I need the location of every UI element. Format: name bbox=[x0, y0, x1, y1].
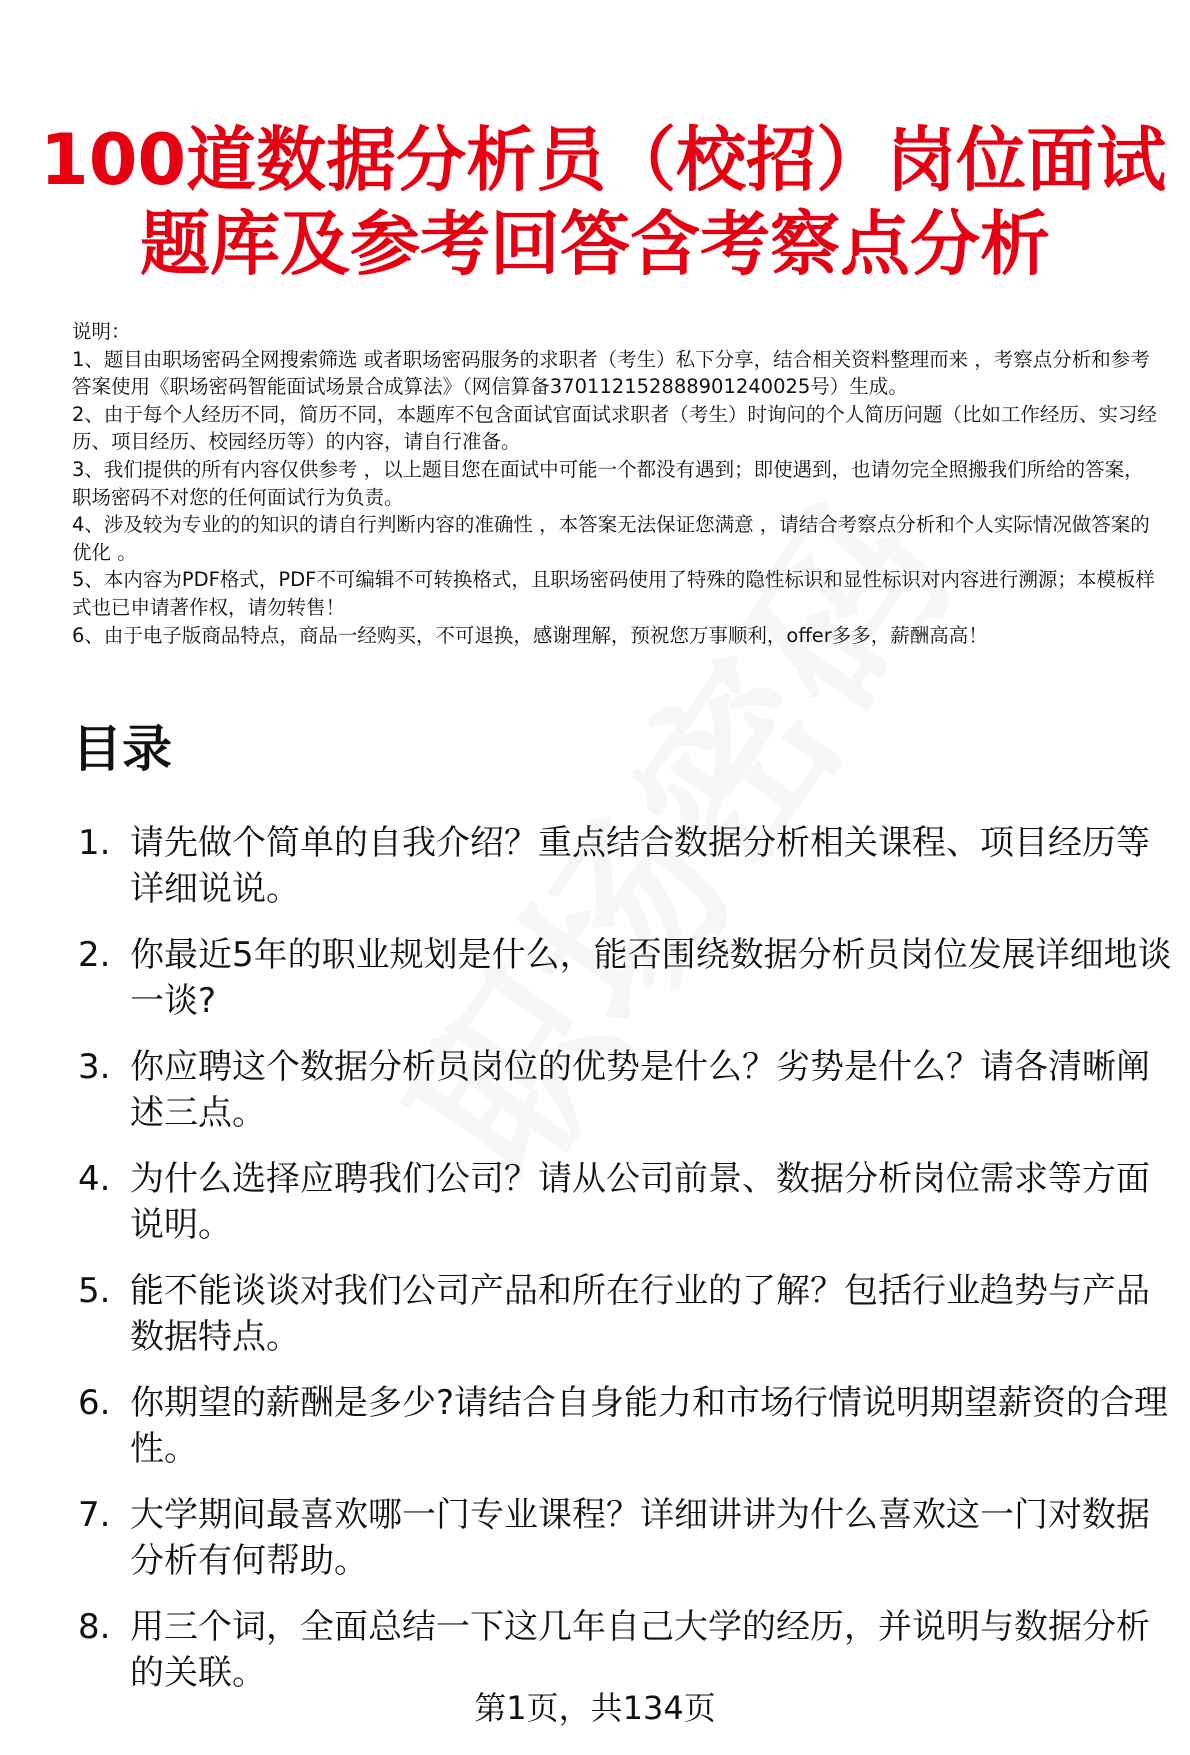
toc-item[interactable] bbox=[72, 1268, 1172, 1360]
instructions-block bbox=[72, 318, 1162, 649]
title-line-1: 100道数据分析员（校招）岗位面试 bbox=[40, 119, 1167, 201]
toc-item-text: 请先做个简单的自我介绍？重点结合数据分析相关课程、项目经历等详细说说。 bbox=[130, 823, 1150, 909]
toc-item-text: 你最近5年的职业规划是什么，能否围绕数据分析员岗位发展详细地谈一谈? bbox=[130, 935, 1172, 1021]
document-title bbox=[40, 118, 1167, 286]
toc-item-number: 8. bbox=[78, 1607, 111, 1647]
toc-heading: 目录 bbox=[72, 720, 172, 778]
note-item-1: 1、题目由职场密码全网搜索筛选 或者职场密码服务的求职者（考生）私下分享，结合相关资料整理而来 ，考察点分析和参考答案使用《职场密码智能面试场景合成算法》（网信算备370112152888901240025号）生成。 bbox=[72, 347, 1150, 399]
toc-item-number: 1. bbox=[78, 823, 111, 863]
toc-item[interactable] bbox=[72, 1156, 1172, 1248]
toc-item[interactable] bbox=[72, 820, 1172, 912]
note-item-3: 3、我们提供的所有内容仅供参考 ，以上题目您在面试中可能一个都没有遇到；即使遇到，也请勿完全照搬我们所给的答案，职场密码不对您的任何面试行为负责。 bbox=[72, 457, 1144, 509]
toc-item[interactable] bbox=[72, 1492, 1172, 1584]
table-of-contents bbox=[72, 820, 1172, 1716]
toc-item-number: 3. bbox=[78, 1047, 111, 1087]
toc-item-number: 2. bbox=[78, 935, 111, 975]
note-item-5: 5、本内容为PDF格式，PDF不可编辑不可转换格式，且职场密码使用了特殊的隐性标识和显性标识对内容进行溯源；本模板样式也已申请著作权，请勿转售！ bbox=[72, 568, 1155, 619]
toc-item[interactable] bbox=[72, 1044, 1172, 1136]
note-item-2: 2、由于每个人经历不同，简历不同，本题库不包含面试官面试求职者（考生）时询问的个人简历问题（比如工作经历、实习经历、项目经历、校园经历等）的内容，请自行准备。 bbox=[72, 402, 1157, 454]
toc-item-number: 4. bbox=[78, 1159, 111, 1199]
toc-item-number: 6. bbox=[78, 1383, 111, 1423]
toc-item-number: 7. bbox=[78, 1495, 111, 1535]
note-item-6: 6、由于电子版商品特点，商品一经购买，不可退换，感谢理解，预祝您万事顺利，offer多多，薪酬高高！ bbox=[72, 623, 988, 647]
toc-item-text: 大学期间最喜欢哪一门专业课程？详细讲讲为什么喜欢这一门对数据分析有何帮助。 bbox=[130, 1495, 1150, 1581]
note-item-4: 4、涉及较为专业的的知识的请自行判断内容的准确性 ，本答案无法保证您满意 ，请结合考察点分析和个人实际情况做答案的优化 。 bbox=[72, 513, 1150, 564]
toc-item-text: 你应聘这个数据分析员岗位的优势是什么？劣势是什么？请各清晰阐述三点。 bbox=[130, 1047, 1150, 1133]
toc-item-text: 为什么选择应聘我们公司？请从公司前景、数据分析岗位需求等方面说明。 bbox=[130, 1159, 1150, 1245]
toc-item-text: 你期望的薪酬是多少?请结合自身能力和市场行情说明期望薪资的合理性。 bbox=[130, 1383, 1169, 1469]
note-heading: 说明： bbox=[72, 320, 131, 343]
toc-item[interactable] bbox=[72, 1380, 1172, 1472]
toc-item-text: 能不能谈谈对我们公司产品和所在行业的了解？包括行业趋势与产品数据特点。 bbox=[130, 1271, 1150, 1357]
toc-item-text: 用三个词，全面总结一下这几年自己大学的经历，并说明与数据分析的关联。 bbox=[130, 1607, 1150, 1693]
toc-item[interactable] bbox=[72, 1604, 1172, 1696]
title-line-2: 题库及参考回答含考察点分析 bbox=[140, 203, 1050, 285]
toc-item[interactable] bbox=[72, 932, 1172, 1024]
toc-item-number: 5. bbox=[78, 1271, 111, 1311]
page-footer: 第1页，共134页 bbox=[474, 1689, 716, 1727]
